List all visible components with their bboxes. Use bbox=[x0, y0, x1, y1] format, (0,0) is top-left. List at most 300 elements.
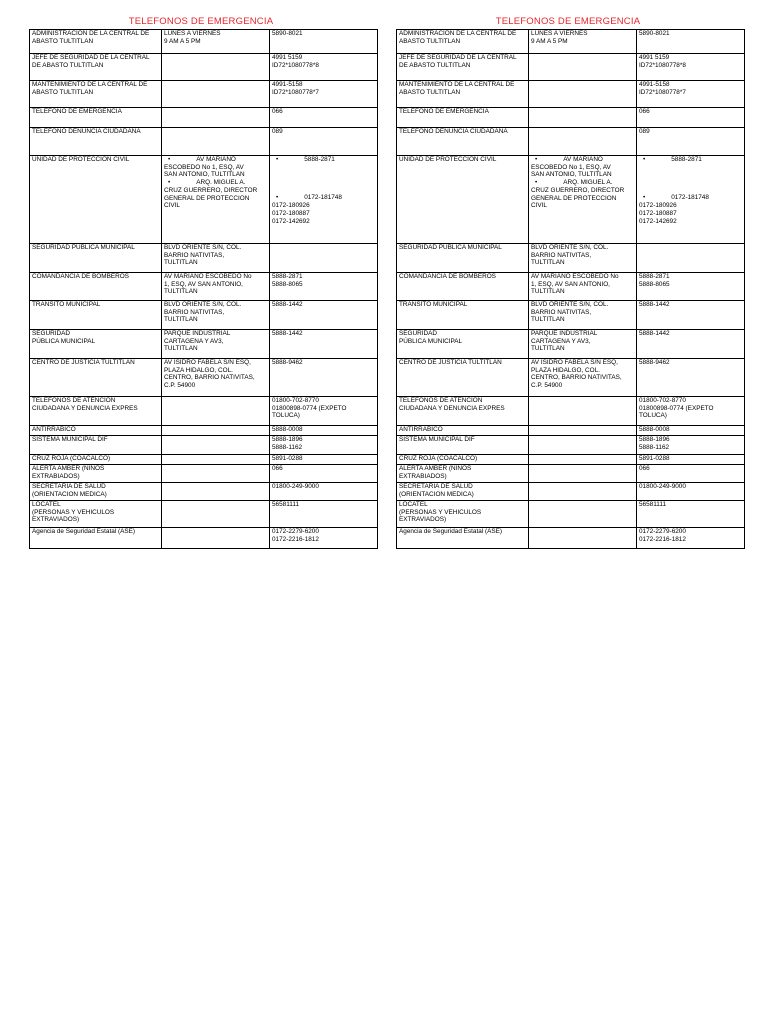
cell-text: 5888-1896 bbox=[639, 436, 670, 443]
cell-text: PARQUE INDUSTRIAL bbox=[531, 330, 598, 337]
cell-text: 5890-8021 bbox=[639, 30, 670, 37]
cell-text: CENTRO, BARRIO NATIVITAS, bbox=[531, 374, 622, 382]
cell-text: BLVD ORIENTE S/N, COL. bbox=[531, 301, 609, 308]
cell-text: • 5888-2871 bbox=[639, 156, 742, 164]
service-cell bbox=[397, 359, 529, 397]
cell-text: TOLUCA) bbox=[272, 412, 300, 420]
cell-text: 5888-9462 bbox=[639, 359, 670, 366]
phone-cell bbox=[270, 81, 378, 108]
phone-cell bbox=[637, 54, 745, 81]
cell-text: SISTEMA MUNICIPAL DIF bbox=[399, 436, 475, 443]
cell-text: CENTRO DE JUSTICIA TULTITLAN bbox=[399, 359, 502, 366]
cell-text: 0172-2279-6200 bbox=[272, 528, 319, 535]
cell-text: • 0172-181748 bbox=[639, 194, 742, 202]
service-cell bbox=[30, 397, 162, 426]
cell-text: GENERAL DE PROTECCION bbox=[164, 194, 250, 202]
table-row bbox=[397, 426, 745, 436]
cell-text: 0172-180926 bbox=[272, 202, 310, 210]
cell-text: 066 bbox=[639, 465, 650, 472]
table-row bbox=[397, 501, 745, 528]
cell-text: BARRIO NATIVITAS, bbox=[531, 308, 592, 316]
cell-text: PLAZA HIDALGO, COL. bbox=[531, 366, 600, 374]
phone-cell bbox=[637, 359, 745, 397]
cell-text: 9 AM A 5 PM bbox=[531, 37, 568, 45]
address-cell bbox=[162, 426, 270, 436]
cell-text: SAN ANTONIO, TULTITLAN bbox=[531, 171, 612, 179]
cell-text: CENTRO DE JUSTICIA TULTITLAN bbox=[32, 359, 135, 366]
cell-text: TELEFONO DENUNCIA CIUDADANA bbox=[32, 128, 141, 135]
cell-text: CIVIL bbox=[531, 202, 547, 210]
address-cell bbox=[162, 330, 270, 359]
phone-cell bbox=[637, 501, 745, 528]
cell-text: 01800898-0774 (EXPETO bbox=[639, 404, 714, 412]
service-cell bbox=[30, 273, 162, 301]
cell-text: CIUDADANA Y DENUNCIA EXPRES bbox=[32, 404, 138, 412]
emergency-phones-table bbox=[396, 29, 745, 549]
cell-text: 4991-5158 bbox=[639, 81, 670, 88]
address-cell bbox=[529, 528, 637, 549]
service-cell bbox=[397, 501, 529, 528]
table-row bbox=[30, 273, 378, 301]
phone-cell bbox=[637, 426, 745, 436]
address-cell bbox=[162, 156, 270, 244]
service-cell bbox=[397, 528, 529, 549]
phone-cell bbox=[637, 244, 745, 273]
phone-cell bbox=[270, 436, 378, 455]
address-cell bbox=[162, 81, 270, 108]
phone-cell bbox=[637, 483, 745, 501]
cell-text: 01800-249-9000 bbox=[639, 483, 686, 490]
service-cell bbox=[30, 330, 162, 359]
emergency-phones-panel-left bbox=[29, 16, 373, 549]
cell-text: 5888-0008 bbox=[272, 426, 303, 433]
table-row bbox=[397, 359, 745, 397]
cell-text: 0172-2216-1812 bbox=[639, 535, 686, 543]
address-cell bbox=[529, 465, 637, 483]
spacer bbox=[639, 171, 742, 179]
cell-text: EXTRAVIADOS) bbox=[32, 516, 80, 524]
phone-cell bbox=[270, 301, 378, 330]
cell-text: TULTITLAN bbox=[531, 288, 565, 296]
phone-cell bbox=[637, 436, 745, 455]
cell-text: ABASTO TULTITLAN bbox=[399, 37, 461, 45]
service-cell bbox=[30, 528, 162, 549]
cell-text: • ARQ. MIGUEL A. bbox=[531, 179, 634, 187]
cell-text: 089 bbox=[272, 128, 283, 135]
cell-text: ADMINISTRACION DE LA CENTRAL DE bbox=[399, 30, 517, 37]
phone-cell bbox=[637, 397, 745, 426]
cell-text: 01800898-0774 (EXPETO bbox=[272, 404, 347, 412]
cell-text: TULTITLAN bbox=[164, 288, 198, 296]
cell-text: TULTITLAN bbox=[164, 316, 198, 324]
cell-text: BLVD ORIENTE S/N, COL. bbox=[164, 301, 242, 308]
cell-text: ID72*1080778*7 bbox=[272, 88, 319, 96]
cell-text: CRUZ ROJA (COACALCO) bbox=[399, 455, 478, 462]
cell-text: CRUZ GUERRERO, DIRECTOR bbox=[164, 186, 258, 194]
cell-text: CIUDADANA Y DENUNCIA EXPRES bbox=[399, 404, 505, 412]
panel-title: TELEFONOS DE EMERGENCIA bbox=[495, 16, 641, 27]
cell-text: ALERTA AMBER (NIÑOS bbox=[399, 465, 472, 472]
service-cell bbox=[30, 128, 162, 156]
cell-text: TELEFONOS DE ATENCION bbox=[399, 397, 483, 404]
spacer bbox=[639, 187, 742, 195]
cell-text: 5888-1442 bbox=[272, 301, 303, 308]
service-cell bbox=[30, 30, 162, 54]
table-row bbox=[397, 108, 745, 128]
address-cell bbox=[529, 54, 637, 81]
table-row bbox=[30, 30, 378, 54]
cell-text: 1, ESQ, AV SAN ANTONIO, bbox=[531, 280, 610, 288]
service-cell bbox=[397, 244, 529, 273]
cell-text: AV ISIDRO FABELA S/N ESQ, bbox=[164, 359, 251, 366]
cell-text: AV MARIANO ESCOBEDO No bbox=[164, 273, 252, 280]
cell-text: ABASTO TULTITLAN bbox=[32, 88, 94, 96]
cell-text: ANTIRRABICO bbox=[399, 426, 443, 433]
cell-text: TULTITLAN bbox=[164, 345, 198, 353]
cell-text: UNIDAD DE PROTECCION CIVIL bbox=[399, 156, 497, 163]
cell-text: TRANSITO MUNICIPAL bbox=[399, 301, 468, 308]
cell-text: 5888-1442 bbox=[272, 330, 303, 337]
address-cell bbox=[162, 528, 270, 549]
service-cell bbox=[30, 436, 162, 455]
address-cell bbox=[162, 108, 270, 128]
phone-cell bbox=[270, 156, 378, 244]
cell-text: 5888-1442 bbox=[639, 301, 670, 308]
service-cell bbox=[397, 397, 529, 426]
phone-cell bbox=[270, 330, 378, 359]
table-row bbox=[30, 501, 378, 528]
cell-text: 9 AM A 5 PM bbox=[164, 37, 201, 45]
service-cell bbox=[397, 156, 529, 244]
cell-text: AV MARIANO ESCOBEDO No bbox=[531, 273, 619, 280]
table-row bbox=[397, 54, 745, 81]
cell-text: LOCATEL bbox=[32, 501, 61, 508]
phone-cell bbox=[637, 30, 745, 54]
cell-text: 4991-5158 bbox=[272, 81, 303, 88]
cell-text: 1, ESQ, AV SAN ANTONIO, bbox=[164, 280, 243, 288]
service-cell bbox=[397, 30, 529, 54]
cell-text: 066 bbox=[272, 108, 283, 115]
cell-text: BLVD ORIENTE S/N, COL. bbox=[164, 244, 242, 251]
cell-text: EXTRABIADOS) bbox=[32, 472, 80, 480]
address-cell bbox=[529, 483, 637, 501]
phone-cell bbox=[270, 54, 378, 81]
cell-text: 5888-8065 bbox=[639, 280, 670, 288]
cell-text: 5888-1896 bbox=[272, 436, 303, 443]
cell-text: 01800-249-9000 bbox=[272, 483, 319, 490]
cell-text: (ORIENTACION MEDICA) bbox=[399, 490, 474, 498]
phone-cell bbox=[270, 528, 378, 549]
spacer bbox=[639, 179, 742, 187]
service-cell bbox=[30, 156, 162, 244]
cell-text: 0172-2279-6200 bbox=[639, 528, 686, 535]
cell-text: PÚBLICA MUNICIPAL bbox=[399, 337, 463, 345]
cell-text: CENTRO, BARRIO NATIVITAS, bbox=[164, 374, 255, 382]
cell-text: ADMINISTRACION DE LA CENTRAL DE bbox=[32, 30, 150, 37]
cell-text: 089 bbox=[639, 128, 650, 135]
cell-text: (PERSONAS Y VEHICULOS bbox=[32, 508, 115, 516]
emergency-phones-table bbox=[29, 29, 378, 549]
cell-text: 0172-180887 bbox=[639, 209, 677, 217]
service-cell bbox=[397, 301, 529, 330]
cell-text: LOCATEL bbox=[399, 501, 428, 508]
table-row bbox=[30, 128, 378, 156]
phone-cell bbox=[270, 244, 378, 273]
cell-text: COMANDANCIA DE BOMBEROS bbox=[32, 273, 129, 280]
cell-text: SEGURIDAD PUBLICA MUNICIPAL bbox=[399, 244, 502, 251]
phone-cell bbox=[270, 465, 378, 483]
address-cell bbox=[529, 30, 637, 54]
service-cell bbox=[30, 483, 162, 501]
cell-text: ABASTO TULTITLAN bbox=[32, 37, 94, 45]
cell-text: GENERAL DE PROTECCION bbox=[531, 194, 617, 202]
table-row bbox=[30, 330, 378, 359]
table-row bbox=[30, 397, 378, 426]
cell-text: 01800-702-8770 bbox=[272, 397, 319, 404]
address-cell bbox=[162, 30, 270, 54]
address-cell bbox=[162, 397, 270, 426]
address-cell bbox=[529, 359, 637, 397]
cell-text: C.P. 54900 bbox=[164, 382, 196, 390]
address-cell bbox=[529, 244, 637, 273]
address-cell bbox=[162, 128, 270, 156]
cell-text: TULTITLAN bbox=[531, 316, 565, 324]
cell-text: BARRIO NATIVITAS, bbox=[164, 308, 225, 316]
cell-text: CARTAGENA Y AV3, bbox=[531, 337, 591, 345]
service-cell bbox=[30, 359, 162, 397]
cell-text: PÚBLICA MUNICIPAL bbox=[32, 337, 96, 345]
table-row bbox=[397, 244, 745, 273]
phone-cell bbox=[270, 501, 378, 528]
service-cell bbox=[30, 54, 162, 81]
table-row bbox=[30, 244, 378, 273]
service-cell bbox=[30, 426, 162, 436]
cell-text: TELEFONOS DE ATENCION bbox=[32, 397, 116, 404]
cell-text: LUNES A VIERNES bbox=[164, 30, 221, 37]
cell-text: 0172-180926 bbox=[639, 202, 677, 210]
cell-text: BARRIO NATIVITAS, bbox=[164, 251, 225, 259]
address-cell bbox=[162, 483, 270, 501]
service-cell bbox=[30, 455, 162, 465]
cell-text: SEGURIDAD bbox=[399, 330, 437, 337]
address-cell bbox=[162, 301, 270, 330]
address-cell bbox=[162, 244, 270, 273]
address-cell bbox=[529, 436, 637, 455]
address-cell bbox=[529, 330, 637, 359]
phone-cell bbox=[637, 465, 745, 483]
address-cell bbox=[162, 273, 270, 301]
service-cell bbox=[397, 108, 529, 128]
table-row bbox=[397, 483, 745, 501]
panel-title: TELEFONOS DE EMERGENCIA bbox=[128, 16, 274, 27]
emergency-phones-panel-right bbox=[396, 16, 740, 549]
spacer bbox=[272, 164, 375, 172]
phone-cell bbox=[637, 128, 745, 156]
cell-text: TULTITLAN bbox=[164, 259, 198, 267]
cell-text: SEGURIDAD PUBLICA MUNICIPAL bbox=[32, 244, 135, 251]
cell-text: 5888-1162 bbox=[272, 443, 303, 451]
phone-cell bbox=[270, 483, 378, 501]
phone-cell bbox=[637, 330, 745, 359]
cell-text: C.P. 54900 bbox=[531, 382, 563, 390]
cell-text: 0172-2216-1812 bbox=[272, 535, 319, 543]
table-row bbox=[30, 359, 378, 397]
cell-text: JEFE DE SEGURIDAD DE LA CENTRAL bbox=[399, 54, 517, 61]
service-cell bbox=[397, 483, 529, 501]
cell-text: UNIDAD DE PROTECCION CIVIL bbox=[32, 156, 130, 163]
cell-text: JEFE DE SEGURIDAD DE LA CENTRAL bbox=[32, 54, 150, 61]
table-row bbox=[397, 455, 745, 465]
table-row bbox=[30, 156, 378, 244]
cell-text: 5891-0288 bbox=[272, 455, 303, 462]
spacer bbox=[272, 179, 375, 187]
cell-text: TULTITLAN bbox=[531, 345, 565, 353]
cell-text: 0172-142692 bbox=[272, 217, 310, 225]
table-row bbox=[397, 81, 745, 108]
service-cell bbox=[397, 54, 529, 81]
cell-text: 01800-702-8770 bbox=[639, 397, 686, 404]
cell-text: 5888-1162 bbox=[639, 443, 670, 451]
cell-text: • ARQ. MIGUEL A. bbox=[164, 179, 267, 187]
table-row bbox=[397, 30, 745, 54]
cell-text: (ORIENTACION MEDICA) bbox=[32, 490, 107, 498]
cell-text: MANTENIMIENTO DE LA CENTRAL DE bbox=[399, 81, 515, 88]
cell-text: • 5888-2871 bbox=[272, 156, 375, 164]
cell-text: 4991 5159 bbox=[272, 54, 303, 61]
cell-text: ID72*1080778*7 bbox=[639, 88, 686, 96]
table-row bbox=[397, 330, 745, 359]
cell-text: LUNES A VIERNES bbox=[531, 30, 588, 37]
address-cell bbox=[162, 359, 270, 397]
address-cell bbox=[529, 426, 637, 436]
service-cell bbox=[397, 330, 529, 359]
cell-text: (PERSONAS Y VEHICULOS bbox=[399, 508, 482, 516]
cell-text: 5888-1442 bbox=[639, 330, 670, 337]
address-cell bbox=[529, 273, 637, 301]
cell-text: 56581111 bbox=[272, 501, 300, 508]
cell-text: TELEFONO DE EMERGENCIA bbox=[32, 108, 122, 115]
cell-text: CARTAGENA Y AV3, bbox=[164, 337, 224, 345]
cell-text: TRANSITO MUNICIPAL bbox=[32, 301, 101, 308]
service-cell bbox=[397, 426, 529, 436]
cell-text: SAN ANTONIO, TULTITLAN bbox=[164, 171, 245, 179]
cell-text: Agencia de Seguridad Estatal (ASE) bbox=[32, 528, 136, 535]
cell-text: • AV MARIANO bbox=[531, 156, 634, 164]
cell-text: CRUZ ROJA (COACALCO) bbox=[32, 455, 111, 462]
table-row bbox=[397, 528, 745, 549]
service-cell bbox=[397, 128, 529, 156]
table-row bbox=[30, 465, 378, 483]
address-cell bbox=[529, 108, 637, 128]
cell-text: PLAZA HIDALGO, COL. bbox=[164, 366, 233, 374]
phone-cell bbox=[637, 301, 745, 330]
address-cell bbox=[529, 397, 637, 426]
phone-cell bbox=[637, 81, 745, 108]
cell-text: • AV MARIANO bbox=[164, 156, 267, 164]
service-cell bbox=[397, 273, 529, 301]
cell-text: DE ABASTO TULTITLAN bbox=[399, 61, 471, 69]
cell-text: 5888-0008 bbox=[639, 426, 670, 433]
cell-text: BLVD ORIENTE S/N, COL. bbox=[531, 244, 609, 251]
cell-text: 0172-180887 bbox=[272, 209, 310, 217]
table-row bbox=[30, 301, 378, 330]
table-row bbox=[30, 455, 378, 465]
service-cell bbox=[30, 81, 162, 108]
cell-text: 56581111 bbox=[639, 501, 667, 508]
cell-text: AV ISIDRO FABELA S/N ESQ, bbox=[531, 359, 618, 366]
cell-text: MANTENIMIENTO DE LA CENTRAL DE bbox=[32, 81, 148, 88]
table-row bbox=[30, 436, 378, 455]
address-cell bbox=[162, 54, 270, 81]
spacer bbox=[272, 187, 375, 195]
cell-text: DE ABASTO TULTITLAN bbox=[32, 61, 104, 69]
table-row bbox=[397, 273, 745, 301]
phone-cell bbox=[637, 273, 745, 301]
table-row bbox=[397, 465, 745, 483]
cell-text: 066 bbox=[272, 465, 283, 472]
service-cell bbox=[397, 455, 529, 465]
cell-text: 0172-142692 bbox=[639, 217, 677, 225]
cell-text: BARRIO NATIVITAS, bbox=[531, 251, 592, 259]
service-cell bbox=[30, 501, 162, 528]
table-row bbox=[397, 128, 745, 156]
phone-cell bbox=[270, 30, 378, 54]
table-row bbox=[30, 81, 378, 108]
cell-text: SISTEMA MUNICIPAL DIF bbox=[32, 436, 108, 443]
cell-text: PARQUE INDUSTRIAL bbox=[164, 330, 231, 337]
table-row bbox=[30, 108, 378, 128]
cell-text: SECRETARIA DE SALUD bbox=[399, 483, 473, 490]
phone-cell bbox=[637, 455, 745, 465]
cell-text: ALERTA AMBER (NIÑOS bbox=[32, 465, 105, 472]
service-cell bbox=[397, 465, 529, 483]
cell-text: TELEFONO DENUNCIA CIUDADANA bbox=[399, 128, 508, 135]
table-row bbox=[30, 528, 378, 549]
address-cell bbox=[529, 156, 637, 244]
address-cell bbox=[529, 128, 637, 156]
cell-text: SECRETARIA DE SALUD bbox=[32, 483, 106, 490]
address-cell bbox=[529, 301, 637, 330]
address-cell bbox=[162, 436, 270, 455]
phone-cell bbox=[270, 397, 378, 426]
address-cell bbox=[162, 501, 270, 528]
table-row bbox=[397, 397, 745, 426]
cell-text: 5888-2871 bbox=[272, 273, 303, 280]
cell-text: ABASTO TULTITLAN bbox=[399, 88, 461, 96]
phone-cell bbox=[270, 359, 378, 397]
phone-cell bbox=[270, 128, 378, 156]
service-cell bbox=[30, 465, 162, 483]
cell-text: 4991 5159 bbox=[639, 54, 670, 61]
cell-text: 5888-8065 bbox=[272, 280, 303, 288]
address-cell bbox=[529, 81, 637, 108]
spacer bbox=[639, 164, 742, 172]
phone-cell bbox=[637, 528, 745, 549]
cell-text: ESCOBEDO No 1, ESQ, AV bbox=[531, 163, 611, 171]
phone-cell bbox=[270, 273, 378, 301]
table-row bbox=[30, 426, 378, 436]
cell-text: ID72*1080778*8 bbox=[639, 61, 686, 69]
address-cell bbox=[162, 465, 270, 483]
table-row bbox=[30, 54, 378, 81]
service-cell bbox=[30, 108, 162, 128]
cell-text: 066 bbox=[639, 108, 650, 115]
phone-cell bbox=[637, 156, 745, 244]
cell-text: EXTRAVIADOS) bbox=[399, 516, 447, 524]
table-row bbox=[397, 156, 745, 244]
address-cell bbox=[529, 455, 637, 465]
cell-text: ANTIRRABICO bbox=[32, 426, 76, 433]
